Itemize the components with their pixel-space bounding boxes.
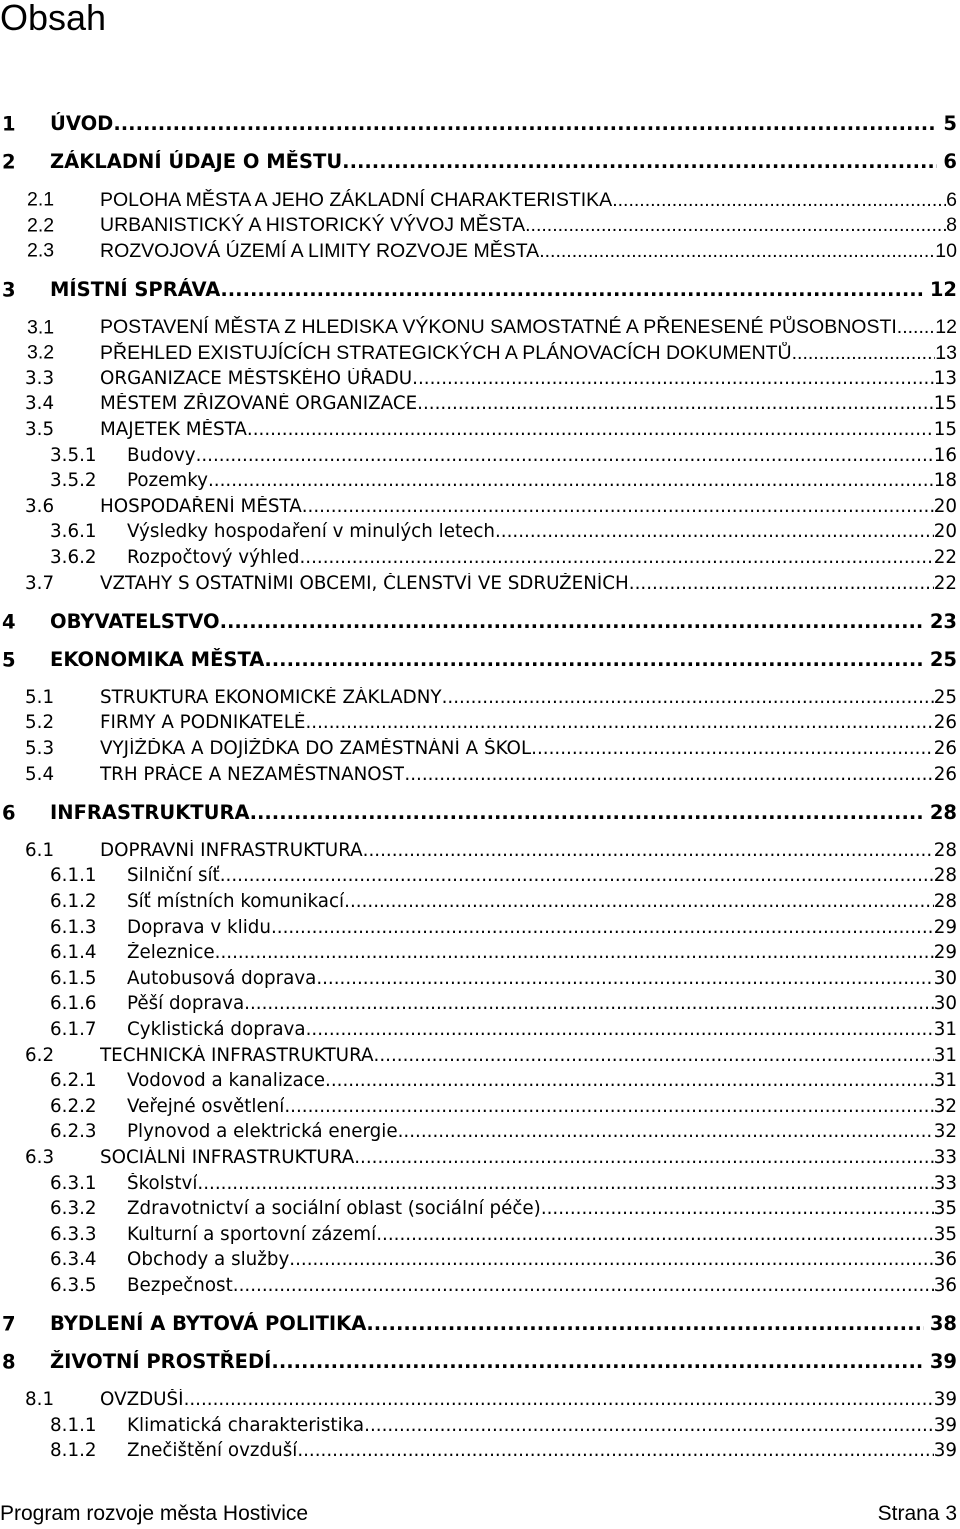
- toc-entry-number: 8.1.1: [50, 1414, 97, 1436]
- toc-entry-page-number: 28: [933, 839, 957, 861]
- toc-entry-number: 5: [2, 648, 16, 672]
- table-of-contents: [0, 105, 960, 1464]
- toc-entry[interactable]: [0, 966, 960, 992]
- toc-entry-page-number: 26: [933, 738, 957, 760]
- dot-leader: [325, 1070, 934, 1092]
- toc-entry-title: Budovy: [127, 444, 196, 466]
- toc-entry-title: VZTAHY S OSTATNÍMI OBCEMI, ČLENSTVÍ VE SDRUŽENÍCH: [100, 572, 629, 594]
- toc-entry-page-number: 6: [946, 188, 957, 211]
- dot-leader: [284, 1096, 933, 1118]
- toc-entry-title: OVZDUŠÍ: [100, 1389, 184, 1411]
- toc-entry-number: 6.2.1: [50, 1070, 97, 1092]
- toc-entry-number: 3.2: [27, 341, 55, 364]
- toc-entry-page-number: 8: [946, 214, 957, 237]
- dot-leader: [897, 316, 936, 339]
- toc-entry-title: VYJÍŽĎKA A DOJÍŽĎKA DO ZAMĚSTNÁNÍ A ŠKOL: [100, 738, 532, 760]
- toc-entry-title: SOCIÁLNÍ INFRASTRUKTURA: [100, 1146, 355, 1168]
- dot-leader: [271, 1350, 923, 1373]
- toc-entry[interactable]: [0, 270, 960, 308]
- toc-entry[interactable]: [0, 915, 960, 941]
- toc-entry-number: 3.6.1: [50, 521, 97, 543]
- toc-entry-title: ROZVOJOVÁ ÚZEMÍ A LIMITY ROZVOJE MĚSTA: [100, 239, 540, 262]
- toc-entry-number: 2: [2, 150, 16, 174]
- toc-entry-number: 2.3: [27, 239, 55, 262]
- dot-leader: [374, 1045, 934, 1067]
- toc-entry[interactable]: [0, 366, 960, 392]
- toc-entry-page-number: 38: [929, 1312, 957, 1336]
- dot-leader: [541, 1198, 934, 1220]
- toc-entry-number: 6: [2, 801, 16, 825]
- toc-entry-title: MAJETEK MĚSTA: [100, 419, 247, 440]
- dot-leader: [250, 801, 924, 824]
- toc-entry[interactable]: [0, 571, 960, 597]
- toc-entry-title: BYDLENÍ A BYTOVÁ POLITIKA: [50, 1312, 367, 1336]
- dot-leader: [398, 1121, 934, 1143]
- toc-entry-number: 2.1: [27, 188, 55, 211]
- toc-entry-number: 3.3: [25, 367, 55, 389]
- toc-entry-number: 3.1: [27, 315, 55, 338]
- dot-leader: [363, 840, 934, 862]
- toc-entry-page-number: 10: [935, 239, 957, 262]
- toc-entry[interactable]: [0, 1305, 960, 1343]
- toc-entry[interactable]: [0, 1222, 960, 1248]
- toc-entry-page-number: 5: [943, 112, 957, 136]
- toc-entry-number: 3.5.1: [50, 444, 97, 466]
- toc-entry[interactable]: [0, 1248, 960, 1274]
- toc-entry-page-number: 30: [933, 967, 957, 989]
- toc-entry[interactable]: [0, 443, 960, 469]
- toc-entry-page-number: 36: [933, 1249, 957, 1271]
- dot-leader: [247, 419, 934, 441]
- toc-entry-number: 6.1.6: [50, 993, 97, 1015]
- toc-entry-page-number: 31: [933, 1070, 957, 1092]
- toc-entry[interactable]: [0, 736, 960, 762]
- dot-leader: [297, 1440, 933, 1462]
- toc-entry-title: URBANISTICKÝ A HISTORICKÝ VÝVOJ MĚSTA: [100, 214, 526, 237]
- toc-entry-number: 6.1.4: [50, 942, 97, 964]
- toc-entry-title: FIRMY A PODNIKATELÉ: [100, 712, 306, 734]
- toc-entry-title: Pozemky: [127, 470, 208, 492]
- toc-entry-title: Pěší doprava: [127, 993, 245, 1015]
- toc-entry[interactable]: [0, 1273, 960, 1299]
- dot-leader: [525, 214, 946, 237]
- dot-leader: [299, 547, 933, 569]
- dot-leader: [305, 712, 933, 734]
- toc-entry[interactable]: [0, 838, 960, 864]
- toc-entry[interactable]: [0, 520, 960, 546]
- dot-leader: [354, 1147, 934, 1169]
- toc-entry[interactable]: [0, 685, 960, 711]
- dot-leader: [316, 968, 933, 990]
- toc-entry-number: 1: [2, 112, 16, 136]
- toc-entry[interactable]: [0, 340, 960, 366]
- toc-entry[interactable]: [0, 864, 960, 890]
- toc-entry-page-number: 33: [933, 1172, 957, 1194]
- dot-leader: [220, 865, 934, 887]
- toc-entry-number: 6.1.5: [50, 967, 97, 989]
- toc-entry-page-number: 39: [933, 1440, 957, 1462]
- toc-entry[interactable]: [0, 143, 960, 181]
- dot-leader: [364, 1415, 934, 1437]
- toc-entry-page-number: 30: [933, 993, 957, 1015]
- toc-entry-title: Bezpečnost: [127, 1274, 233, 1296]
- toc-entry-page-number: 13: [935, 341, 957, 364]
- footer-document-title: Program rozvoje města Hostivice: [0, 1502, 309, 1525]
- toc-entry-title: TRH PRÁCE A NEZAMĚSTNANOST: [100, 763, 405, 785]
- toc-entry-title: EKONOMIKA MĚSTA: [50, 648, 265, 672]
- toc-entry-title: Rozpočtový výhled: [127, 546, 300, 568]
- toc-entry-page-number: 29: [933, 916, 957, 938]
- toc-entry-page-number: 39: [933, 1414, 957, 1436]
- toc-entry-number: 5.4: [25, 763, 55, 785]
- toc-entry-title: Železnice: [127, 942, 215, 964]
- toc-entry-title: STRUKTURA EKONOMICKÉ ZÁKLADNY: [100, 686, 442, 708]
- dot-leader: [302, 496, 934, 518]
- toc-entry-title: Vodovod a kanalizace: [127, 1070, 326, 1092]
- dot-leader: [366, 1312, 924, 1335]
- toc-entry-title: Cyklistická doprava: [127, 1018, 306, 1040]
- toc-entry[interactable]: [0, 468, 960, 494]
- dot-leader: [271, 917, 934, 939]
- toc-entry-title: MÍSTNÍ SPRÁVA: [50, 277, 221, 301]
- toc-entry-title: Výsledky hospodaření v minulých letech: [127, 521, 495, 543]
- toc-entry-number: 6.1.3: [50, 916, 97, 938]
- dot-leader: [289, 1249, 933, 1271]
- dot-leader: [215, 942, 934, 964]
- toc-entry[interactable]: [0, 940, 960, 966]
- toc-entry[interactable]: [0, 239, 960, 265]
- toc-entry-number: 5.2: [25, 712, 55, 734]
- toc-entry-title: Autobusová doprava: [127, 967, 317, 989]
- toc-entry[interactable]: [0, 1145, 960, 1171]
- toc-entry[interactable]: [0, 545, 960, 571]
- toc-entry[interactable]: [0, 1343, 960, 1381]
- toc-entry-number: 6.3.5: [50, 1274, 97, 1296]
- toc-entry-title: PŘEHLED EXISTUJÍCÍCH STRATEGICKÝCH A PLÁNOVACÍCH DOKUMENTŮ: [100, 341, 792, 364]
- toc-entry[interactable]: [0, 1043, 960, 1069]
- toc-entry-title: TECHNICKÁ INFRASTRUKTURA: [100, 1044, 374, 1066]
- toc-entry-page-number: 28: [933, 891, 957, 912]
- toc-entry[interactable]: [0, 1017, 960, 1043]
- toc-entry[interactable]: [0, 1413, 960, 1439]
- toc-heading: Obsah: [0, 0, 107, 38]
- toc-entry-page-number: 20: [933, 495, 957, 517]
- toc-entry-page-number: 39: [929, 1350, 957, 1374]
- toc-entry-page-number: 32: [933, 1121, 957, 1143]
- toc-entry-title: Silniční síť: [127, 865, 220, 887]
- toc-entry-title: ORGANIZACE MĚSTSKÉHO ÚŘADU: [100, 367, 413, 389]
- footer-page-number: Strana 3: [877, 1502, 957, 1525]
- toc-entry[interactable]: [0, 992, 960, 1018]
- dot-leader: [184, 1389, 934, 1411]
- toc-entry-title: Plynovod a elektrická energie: [127, 1121, 398, 1143]
- toc-entry-number: 3.7: [25, 572, 55, 594]
- dot-leader: [113, 112, 937, 135]
- toc-entry[interactable]: [0, 794, 960, 832]
- toc-entry-number: 6.3.2: [50, 1198, 97, 1220]
- toc-entry-title: POSTAVENÍ MĚSTA Z HLEDISKA VÝKONU SAMOSTATNÉ A PŘENESENÉ PŮSOBNOSTI: [100, 315, 897, 338]
- toc-entry-number: 6.1.2: [50, 891, 97, 913]
- toc-entry-number: 6.3.1: [50, 1172, 97, 1194]
- toc-entry[interactable]: [0, 105, 960, 143]
- toc-entry-title: INFRASTRUKTURA: [50, 801, 250, 824]
- toc-entry-page-number: 25: [933, 686, 957, 708]
- toc-entry-page-number: 32: [933, 1095, 957, 1117]
- toc-entry-title: ŽIVOTNÍ PROSTŘEDÍ: [50, 1350, 272, 1374]
- toc-entry-number: 8.1.2: [50, 1440, 97, 1462]
- toc-entry-page-number: 31: [933, 1044, 957, 1066]
- toc-entry-title: Zdravotnictví a sociální oblast (sociální péče): [127, 1198, 541, 1220]
- toc-entry-number: 6.1.7: [50, 1018, 97, 1040]
- toc-entry[interactable]: [0, 603, 960, 641]
- toc-entry-page-number: 12: [935, 315, 957, 338]
- toc-entry[interactable]: [0, 889, 960, 915]
- toc-entry-page-number: 28: [933, 865, 957, 887]
- toc-entry-title: Doprava v klidu: [127, 916, 271, 938]
- toc-entry-number: 6.2: [25, 1044, 55, 1066]
- toc-entry-number: 6.3: [25, 1146, 55, 1168]
- toc-entry[interactable]: [0, 187, 960, 213]
- toc-entry-number: 8.1: [25, 1389, 55, 1411]
- toc-entry[interactable]: [0, 1120, 960, 1146]
- toc-entry-page-number: 23: [929, 609, 957, 633]
- toc-entry-page-number: 28: [929, 801, 957, 824]
- toc-entry[interactable]: [0, 1068, 960, 1094]
- toc-entry-page-number: 6: [943, 150, 957, 174]
- toc-entry[interactable]: [0, 392, 960, 418]
- toc-entry-number: 6.2.2: [50, 1095, 97, 1117]
- toc-entry-page-number: 15: [933, 419, 957, 440]
- toc-entry[interactable]: [0, 1439, 960, 1465]
- toc-entry-title: ÚVOD: [50, 112, 114, 136]
- toc-entry-title: Školství: [127, 1172, 198, 1194]
- toc-entry-page-number: 39: [933, 1389, 957, 1411]
- toc-entry-number: 6.1.1: [50, 865, 97, 887]
- dot-leader: [220, 278, 924, 301]
- toc-entry-page-number: 26: [933, 763, 957, 785]
- toc-entry-number: 6.3.3: [50, 1223, 97, 1245]
- toc-entry-title: Obchody a služby: [127, 1249, 290, 1271]
- toc-entry-number: 8: [2, 1350, 16, 1374]
- dot-leader: [344, 891, 934, 913]
- toc-entry-number: 3.4: [25, 393, 55, 415]
- toc-entry-number: 4: [2, 609, 16, 633]
- dot-leader: [376, 1224, 934, 1246]
- dot-leader: [792, 342, 936, 365]
- toc-entry[interactable]: [0, 1196, 960, 1222]
- toc-entry[interactable]: [0, 1171, 960, 1197]
- dot-leader: [196, 445, 934, 467]
- toc-entry-number: 3.5.2: [50, 470, 97, 492]
- toc-entry-title: Kulturní a sportovní zázemí: [127, 1223, 377, 1245]
- dot-leader: [412, 368, 934, 390]
- toc-entry-title: Klimatická charakteristika: [127, 1414, 365, 1436]
- dot-leader: [629, 573, 934, 595]
- dot-leader: [495, 521, 934, 543]
- dot-leader: [442, 687, 934, 709]
- toc-entry-page-number: 35: [933, 1223, 957, 1245]
- dot-leader: [264, 648, 924, 671]
- toc-entry-page-number: 16: [933, 444, 957, 466]
- toc-entry[interactable]: [0, 417, 960, 443]
- toc-entry-title: Síť místních komunikací: [127, 891, 345, 912]
- dot-leader: [220, 610, 924, 633]
- toc-entry[interactable]: [0, 1387, 960, 1413]
- toc-entry-number: 6.2.3: [50, 1121, 97, 1143]
- dot-leader: [417, 393, 934, 415]
- toc-entry-number: 3.6.2: [50, 546, 97, 568]
- toc-entry-title: POLOHA MĚSTA A JEHO ZÁKLADNÍ CHARAKTERISTIKA: [100, 188, 613, 211]
- toc-entry-page-number: 36: [933, 1274, 957, 1296]
- toc-entry[interactable]: [0, 213, 960, 239]
- toc-entry-page-number: 18: [933, 470, 957, 492]
- toc-entry-page-number: 31: [933, 1018, 957, 1040]
- toc-entry[interactable]: [0, 711, 960, 737]
- toc-entry-number: 6.1: [25, 839, 55, 861]
- dot-leader: [404, 764, 933, 786]
- toc-entry-page-number: 22: [933, 546, 957, 568]
- toc-entry[interactable]: [0, 315, 960, 341]
- toc-entry-title: ZÁKLADNÍ ÚDAJE O MĚSTU: [50, 150, 343, 174]
- toc-entry[interactable]: [0, 494, 960, 520]
- toc-entry-number: 5.1: [25, 686, 55, 708]
- toc-entry-number: 5.3: [25, 738, 55, 760]
- toc-entry-number: 3.6: [25, 495, 55, 517]
- toc-entry-page-number: 15: [933, 393, 957, 415]
- toc-entry-title: DOPRAVNÍ INFRASTRUKTURA: [100, 839, 363, 861]
- toc-entry-page-number: 26: [933, 712, 957, 734]
- toc-entry-page-number: 13: [933, 367, 957, 389]
- toc-entry-title: MĚSTEM ZŘIZOVANÉ ORGANIZACE: [100, 393, 418, 415]
- toc-entry-title: HOSPODAŘENÍ MĚSTA: [100, 495, 302, 517]
- toc-entry-page-number: 20: [933, 521, 957, 543]
- toc-entry-page-number: 12: [929, 277, 957, 301]
- toc-entry-page-number: 25: [929, 648, 957, 672]
- dot-leader: [208, 470, 934, 492]
- dot-leader: [531, 738, 934, 760]
- dot-leader: [612, 189, 946, 212]
- toc-entry[interactable]: [0, 1094, 960, 1120]
- dot-leader: [197, 1173, 933, 1195]
- toc-entry-number: 3: [2, 277, 16, 301]
- toc-entry-title: OBYVATELSTVO: [50, 609, 220, 633]
- toc-entry-title: Znečištění ovzduší: [127, 1440, 298, 1462]
- toc-entry-page-number: 29: [933, 942, 957, 964]
- dot-leader: [306, 1019, 934, 1041]
- toc-entry-title: Veřejné osvětlení: [127, 1095, 285, 1117]
- toc-entry-page-number: 22: [933, 572, 957, 594]
- toc-entry[interactable]: [0, 641, 960, 679]
- toc-entry-number: 7: [2, 1312, 16, 1336]
- dot-leader: [539, 240, 935, 263]
- toc-entry[interactable]: [0, 762, 960, 788]
- toc-entry-number: 6.3.4: [50, 1249, 97, 1271]
- page-footer: [0, 1502, 960, 1526]
- toc-entry-number: 3.5: [25, 419, 55, 441]
- dot-leader: [244, 993, 934, 1015]
- toc-entry-page-number: 35: [933, 1198, 957, 1220]
- dot-leader: [233, 1275, 934, 1297]
- dot-leader: [342, 150, 937, 173]
- toc-entry-page-number: 33: [933, 1146, 957, 1168]
- toc-entry-number: 2.2: [27, 214, 55, 237]
